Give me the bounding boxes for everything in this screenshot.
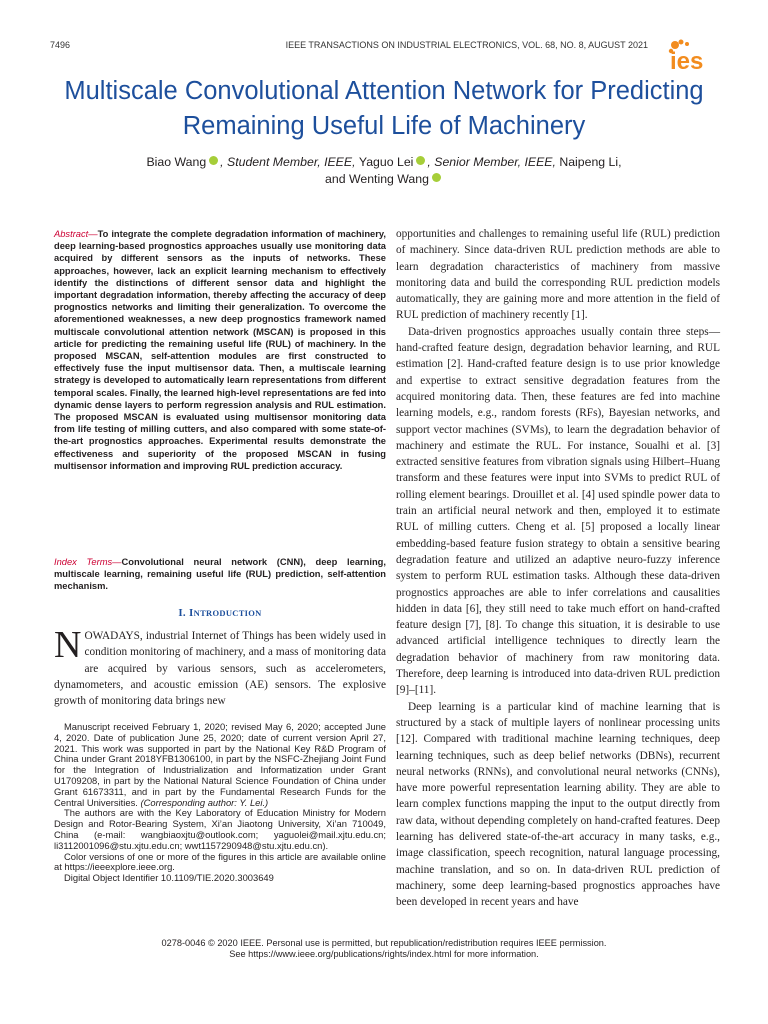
journal-line: IEEE TRANSACTIONS ON INDUSTRIAL ELECTRONICS, VOL. 68, NO. 8, AUGUST 2021: [285, 40, 648, 50]
body-paragraph: Deep learning is a particular kind of machine learning that is structured by a stack of multiple layers of nonlinear processing units [12]. Compared with traditional machine learning techniques, deep learning techniques, such as deep belief networks (DBNs), recurrent neural networks (RNNs), and convolutional neural networks (CNNs), have more powerful representation learning ability. They are able to learn complex functions mapping the input to the output directly from raw data, without depending completely on hand-crafted features. Deep learning has delivered state-of-the-art accuracy in many tasks, e.g., image classification, speech recognition, natural language processing, machine translation, and so on. In data-driven RUL prediction of machinery, some deep learning-based prognostics approaches have been developed in recent years and have: [396, 700, 720, 909]
rights-link-line: See https://www.ieee.org/publications/rights/index.html for more information.: [229, 949, 539, 959]
footnote-manuscript: Manuscript received February 1, 2020; revised May 6, 2020; accepted June 4, 2020. Date of publication June 25, 2020; date of current version April 27, 2021. This work was supported in part by the National Key R&D Program of China under Grant 2018YFB1306100, in part by the NSFC-Zhejiang Joint Fund for the Integration of Industrialization and Informatization under Grant U1709208, in part by the National Natural Science Foundation of China under Grant 61673311, and in part by the Fundamental Research Funds for the Central Universities. (Corresponding author: Y. Lei.): [54, 721, 386, 808]
page-number: 7496: [50, 40, 71, 50]
section-title-initial: I: [189, 607, 194, 619]
footnotes: [54, 722, 386, 884]
footnote-affiliation: The authors are with the Key Laboratory of Education Ministry for Modern Design and Rotor-Bearing System, Xi’an Jiaotong University, Xi’an 710049, China (e-mail: wangbiaoxjtu@outlook.com; yaguolei@mail.xjtu.edu.cn; li3112001096@stu.xjtu.edu.cn; wwt1157290948@stu.xjtu.edu.cn).: [54, 807, 386, 851]
corresponding-author: (Corresponding author: Y. Lei.): [137, 796, 269, 808]
ies-logo: [666, 38, 722, 72]
abstract-text: To integrate the complete degradation information of machinery, deep learning-based prognostics approaches usually use monitoring data acquired by different sensors as the inputs of networks. These approaches, however, lack an explicit learning mechanism to effectively identify the distinctions of different sensor data and highlight the important degradation information, thereby affecting the accuracy of deep prognostics networks and limiting their generalization. To overcome the aforementioned weaknesses, a new deep prognostics framework named multiscale convolutional attention network (MSCAN) is proposed in this article for predicting the remaining useful life (RUL) of machinery. In the proposed MSCAN, self-attention modules are first constructed to effectively fuse the input multisensor data. Then, a multiscale learning strategy is developed to automatically learn representations from different temporal scales. Finally, the learned high-level representations are fed into dynamic dense layers to perform regression analysis and RUL estimation. The proposed MSCAN is evaluated using multisensor monitoring data from life testing of milling cutters, and also compared with some state-of-the-art prognostics approaches. Experimental results demonstrate the effectiveness and superiority of the proposed MSCAN in fusing multisensor information and improving RUL prediction accuracy.: [54, 229, 386, 471]
body-paragraph: opportunities and challenges to remaining useful life (RUL) prediction of machinery. Since data-driven RUL prediction methods are able to learn degradation characteristics of machinery from massive monitoring data and build the corresponding RUL prediction models automatically, they are gaining more and more attention in the field of RUL prediction of machinery recently [1].: [396, 228, 720, 322]
section-numeral: I.: [178, 607, 190, 619]
author-name: Yaguo Lei: [358, 155, 414, 169]
copyright-footer: [0, 938, 768, 960]
orcid-icon[interactable]: [416, 156, 425, 165]
index-terms: [54, 556, 386, 593]
section-heading-introduction: [54, 607, 386, 619]
copyright-line: 0278-0046 © 2020 IEEE. Personal use is permitted, but republication/redistribution requires IEEE permission.: [161, 938, 607, 948]
abstract: [54, 228, 386, 472]
author-list: [60, 154, 708, 188]
index-terms-label: Index Terms—: [54, 557, 122, 567]
author-membership: , Student Member, IEEE,: [220, 155, 359, 169]
intro-lead: OWADAYS,: [84, 630, 143, 642]
footnote-doi: Digital Object Identifier 10.1109/TIE.2020.3003649: [64, 872, 274, 884]
logo-text: ies: [670, 48, 704, 72]
orcid-icon[interactable]: [432, 173, 441, 182]
author-name: Biao Wang: [146, 155, 207, 169]
introduction-paragraph: [54, 624, 386, 709]
abstract-label: Abstract—: [54, 229, 98, 239]
section-title-rest: NTRODUCTION: [193, 608, 262, 618]
paper-title: Multiscale Convolutional Attention Network for Predicting Remaining Useful Life of Machinery: [64, 77, 704, 140]
index-terms-text: Convolutional neural network (CNN), deep learning, multiscale learning, remaining useful life (RUL) prediction, self-attention mechanism.: [54, 557, 386, 592]
author-name: and Wenting Wang: [325, 172, 429, 186]
author-membership: , Senior Member, IEEE,: [427, 155, 560, 169]
intro-text: industrial Internet of Things has been widely used in condition monitoring of machinery, and a mass of monitoring data are acquired by various sensors, such as accelerometers, dynamometers, and acoustic emission (AE) sensors. The explosive growth of monitoring data brings new: [54, 630, 386, 708]
drop-cap: N: [54, 624, 82, 666]
right-column: [396, 226, 720, 910]
orcid-icon[interactable]: [209, 156, 218, 165]
body-paragraph: Data-driven prognostics approaches usually contain three steps—hand-crafted feature design, degradation behavior learning, and RUL estimation [2]. Hand-crafted feature design is to use prior knowledge and expertise to extract sensitive degradation features from the acquired monitoring data. Then, these features are fed into machine learning models, e.g., random forests (RFs), Bayesian networks, and support vector machines (SVMs), to learn the degradation behavior of machinery and estimate the RUL. For instance, Soualhi et al. [3] extracted sensitive features from vibration signals using Hilbert–Huang transform and these features were input into SVMs to predict RUL of rolling element bearings. Drouillet et al. [4] used spindle power data to train an artificial neural network and then, employed it to estimate RUL of milling cutters. Cheng et al. [5] proposed a locally linear embedding-based feature fusion strategy to obtain a sensitive bearing degradation feature and utilized an adaptive neuro-fuzzy inference system to perform RUL estimation tasks. Although these data-driven prognostics approaches are able to infer correlations and causalities hidden in data [6], they still need to take much effort on hand-crafted feature design [7], [8]. To change this situation, it is desirable to use advanced artificial intelligence techniques to directly learn the degradation behavior of machinery from raw monitoring data. Therefore, deep learning is introduced into data-driven RUL prediction [9]–[11].: [396, 325, 720, 697]
running-header: [0, 40, 768, 54]
author-name: Naipeng Li,: [559, 155, 622, 169]
footnote-color-versions: Color versions of one or more of the figures in this article are available online at https://ieeexplore.ieee.org.: [54, 850, 386, 873]
